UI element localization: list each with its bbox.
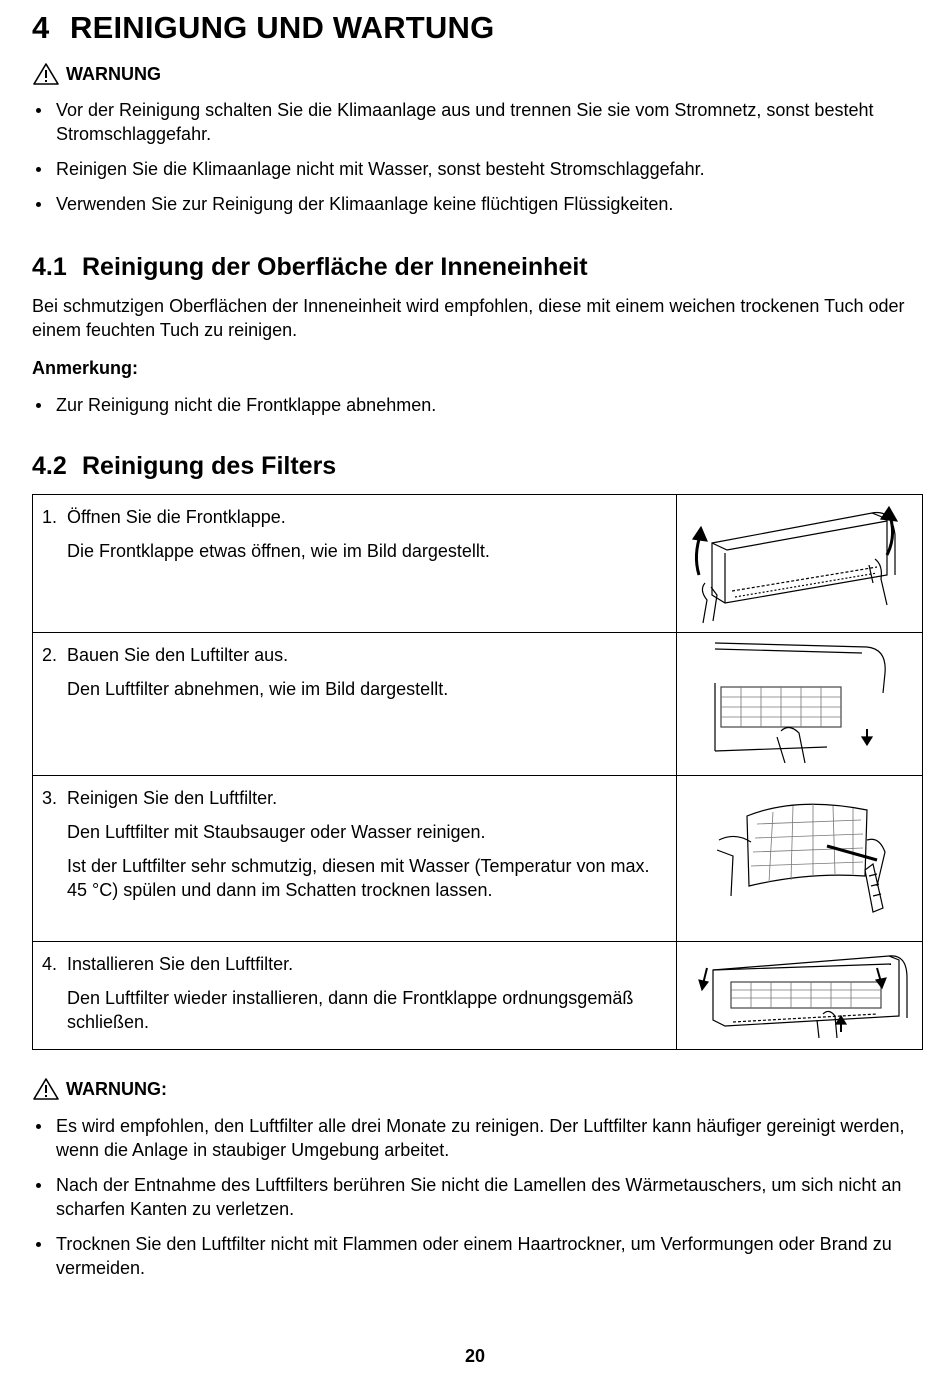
warning-item: Trocknen Sie den Luftfilter nicht mit Flammen oder einem Haartrockner, um Verformungen oder Brand zu vermeiden. (32, 1232, 922, 1280)
step-image-cell (677, 633, 923, 776)
step-number: 3. (42, 788, 58, 808)
step-image-cell (677, 776, 923, 942)
section-heading (32, 10, 494, 46)
warning-triangle-icon (32, 62, 60, 86)
step-title (42, 643, 666, 667)
section-title: REINIGUNG UND WARTUNG (70, 10, 495, 45)
subsection-heading-4-2 (32, 452, 336, 481)
note-list (32, 393, 922, 428)
warning-label: WARNUNG: (66, 1078, 167, 1099)
step-detail: Den Luftfilter mit Staubsauger oder Wasser reinigen. (67, 822, 486, 842)
step-row (33, 776, 923, 942)
warning-item: Reinigen Sie die Klimaanlage nicht mit Wasser, sonst besteht Stromschlaggefahr. (32, 157, 922, 181)
step-title-text: Reinigen Sie den Luftfilter. (67, 788, 278, 808)
warning-triangle-icon (32, 1077, 60, 1101)
surface-cleaning-text: Bei schmutzigen Oberflächen der Inneneinheit wird empfohlen, diese mit einem weichen trockenen Tuch oder einem feuchten Tuch zu reinigen. (32, 296, 905, 340)
step-title-text: Öffnen Sie die Frontklappe. (67, 507, 286, 527)
page-number: 20 (464, 1346, 486, 1366)
warning-heading-1 (32, 62, 161, 86)
subsection-heading-4-1 (32, 253, 588, 282)
step-text-cell (33, 633, 677, 776)
warning-list-2 (32, 1114, 922, 1291)
step-number: 1. (42, 507, 58, 527)
step-title (42, 786, 666, 810)
subsection-title: Reinigung der Oberfläche der Inneneinheit (82, 253, 588, 281)
step-detail: Den Luftfilter abnehmen, wie im Bild dargestellt. (67, 679, 449, 699)
filter-steps-table (32, 494, 923, 1050)
step-text-cell (33, 942, 677, 1050)
step-text-cell (33, 495, 677, 633)
step-image-cell (677, 942, 923, 1050)
step-detail: Den Luftfilter wieder installieren, dann die Frontklappe ordnungsgemäß schließen. (67, 988, 634, 1032)
section-number: 4 (32, 10, 50, 45)
step-row (33, 942, 923, 1050)
warning-item: Nach der Entnahme des Luftfilters berühren Sie nicht die Lamellen des Wärmetauschers, um sich nicht an scharfen Kanten zu verletzen. (32, 1173, 922, 1221)
step-image-cell (677, 495, 923, 633)
step-number: 2. (42, 645, 58, 665)
remove-filter-illustration (677, 633, 922, 774)
step-title (42, 505, 666, 529)
step-title-text: Bauen Sie den Luftilter aus. (67, 645, 289, 665)
step-number: 4. (42, 954, 58, 974)
subsection-number: 4.1 (32, 253, 67, 281)
step-text-cell (33, 776, 677, 942)
warning-item: Vor der Reinigung schalten Sie die Klimaanlage aus und trennen Sie sie vom Stromnetz, sonst besteht Stromschlaggefahr. (32, 98, 922, 146)
clean-filter-illustration (677, 776, 922, 940)
warning-list-1 (32, 98, 922, 227)
install-filter-illustration (677, 942, 922, 1048)
warning-item: Verwenden Sie zur Reinigung der Klimaanlage keine flüchtigen Flüssigkeiten. (32, 192, 922, 216)
step-title-text: Installieren Sie den Luftfilter. (67, 954, 294, 974)
subsection-title: Reinigung des Filters (82, 452, 337, 480)
warning-item: Es wird empfohlen, den Luftfilter alle drei Monate zu reinigen. Der Luftfilter kann häufiger gereinigt werden, wenn die Anlage in staubiger Umgebung arbeitet. (32, 1114, 922, 1162)
step-row (33, 495, 923, 633)
step-row (33, 633, 923, 776)
note-label: Anmerkung: (32, 358, 139, 378)
step-detail: Ist der Luftfilter sehr schmutzig, diesen mit Wasser (Temperatur von max. 45 °C) spülen und dann im Schatten trocknen lassen. (67, 856, 650, 900)
open-front-panel-illustration (677, 495, 922, 631)
step-title (42, 952, 666, 976)
note-item: Zur Reinigung nicht die Frontklappe abnehmen. (32, 393, 922, 417)
subsection-number: 4.2 (32, 452, 67, 480)
step-detail: Die Frontklappe etwas öffnen, wie im Bild dargestellt. (67, 541, 490, 561)
warning-heading-2 (32, 1077, 167, 1101)
warning-label: WARNUNG (66, 63, 161, 84)
